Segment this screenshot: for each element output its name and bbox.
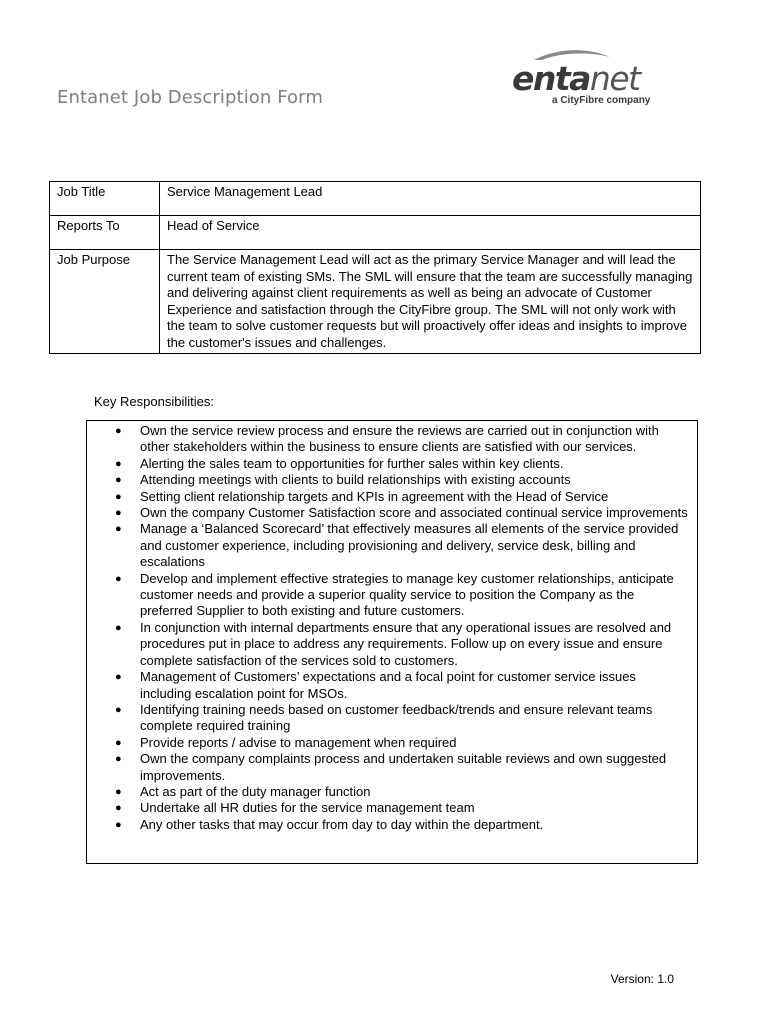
reports-to-label: Reports To: [50, 216, 160, 250]
list-item: ● Management of Customers’ expectations and a focal point for customer service issues including escalation point for MSOs.: [115, 669, 636, 701]
list-item: ● Provide reports / advise to management when required: [115, 734, 457, 750]
logo-wordmark: entanet: [512, 59, 640, 98]
key-responsibilities-heading: Key Responsibilities:: [94, 394, 214, 409]
bullet-icon: ●: [115, 736, 122, 749]
bullet-icon: ●: [115, 671, 122, 684]
list-item: ● Own the company Customer Satisfaction score and associated continual service improvements: [115, 505, 688, 521]
table-row: [50, 250, 701, 354]
version-label: Version: 1.0: [610, 972, 674, 986]
table-row: [50, 182, 701, 216]
bullet-icon: ●: [115, 572, 122, 585]
bullet-icon: ●: [115, 490, 122, 503]
bullet-icon: ●: [115, 753, 122, 766]
table-row: [50, 216, 701, 250]
bullet-icon: ●: [115, 474, 122, 487]
list-item: ● Act as part of the duty manager function: [115, 783, 371, 799]
reports-to-value: Head of Service: [160, 216, 701, 250]
logo-tagline: a CityFibre company: [552, 95, 651, 106]
list-item: ● Setting client relationship targets and KPIs in agreement with the Head of Service: [115, 488, 609, 504]
bullet-icon: ●: [115, 703, 122, 716]
bullet-icon: ●: [115, 425, 122, 437]
entanet-logo: [512, 48, 662, 110]
list-item: ● Attending meetings with clients to build relationships with existing accounts: [115, 472, 571, 488]
list-item: ● Develop and implement effective strategies to manage key customer relationships, anticipate customer needs and provide a superior quality service to position the Company as the preferred Supplier to both existing and future customers.: [115, 570, 674, 619]
bullet-icon: ●: [115, 802, 122, 815]
bullet-icon: ●: [115, 785, 122, 798]
bullet-icon: ●: [115, 457, 122, 470]
bullet-icon: ●: [115, 818, 122, 831]
job-info-table: [49, 181, 701, 354]
list-item: ● Own the company complaints process and undertaken suitable reviews and own suggested improvements.: [115, 751, 667, 783]
job-purpose-value: The Service Management Lead will act as the primary Service Manager and will lead the current team of existing SMs. The SML will ensure that the team are successfully managing and delivering against client requirements as well as being an advocate of Customer Experience and satisfaction through the CityFibre group. The SML will not only work with the team to solve customer requests but will proactively offer ideas and insights to improve the customer's issues and challenges.: [160, 250, 701, 354]
list-item: ● Manage a ‘Balanced Scorecard’ that effectively measures all elements of the service provided and customer experience, including provisioning and delivery, service desk, billing and escalations: [115, 521, 679, 570]
job-title-value: Service Management Lead: [160, 182, 701, 216]
list-item: ● Undertake all HR duties for the service management team: [115, 800, 475, 816]
list-item: ● Any other tasks that may occur from day to day within the department.: [115, 816, 544, 832]
bullet-icon: ●: [115, 523, 122, 536]
list-item: ● Identifying training needs based on customer feedback/trends and ensure relevant teams complete required training: [115, 701, 653, 734]
list-item: ● Alerting the sales team to opportunities for further sales within key clients.: [115, 455, 564, 471]
bullet-icon: ●: [115, 507, 122, 520]
list-item: ● Own the service review process and ensure the reviews are carried out in conjunction with other stakeholders within the business to ensure clients are satisfied with our services.: [115, 423, 659, 455]
responsibilities-list: [87, 423, 689, 833]
job-purpose-label: Job Purpose: [50, 250, 160, 354]
job-title-label: Job Title: [50, 182, 160, 216]
bullet-icon: ●: [115, 621, 122, 634]
list-item: ● In conjunction with internal departments ensure that any operational issues are resolved and procedures put in place to address any requirements. Follow up on every issue and ensure complete satisfaction of the services sold to customers.: [115, 619, 672, 668]
key-responsibilities-box: [86, 420, 698, 864]
page-title: Entanet Job Description Form: [57, 87, 323, 108]
